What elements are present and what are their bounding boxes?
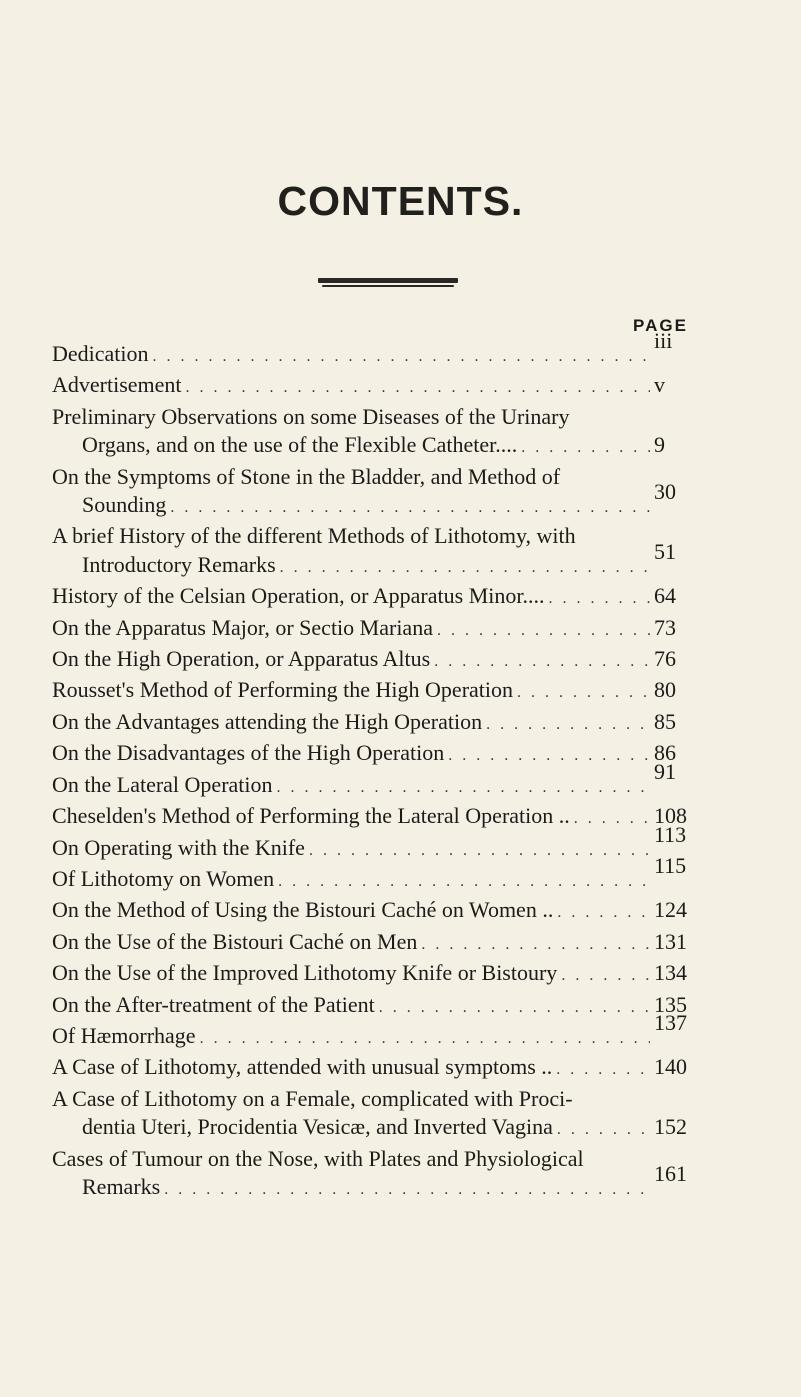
toc-entry-title: On the Symptoms of Stone in the Bladder, and Method of (52, 463, 561, 489)
dot-leader (421, 931, 650, 959)
dot-leader (186, 374, 650, 402)
dot-leader (164, 1176, 650, 1204)
toc-entry-title: On the Advantages attending the High Operation (52, 708, 483, 734)
toc-entry-title: History of the Celsian Operation, or Apparatus Minor.... (52, 583, 545, 609)
toc-entry (52, 758, 692, 802)
toc-entry-line (52, 522, 692, 550)
dot-leader (153, 343, 650, 371)
toc-entry-line (52, 959, 692, 990)
toc-entry-line (52, 1085, 692, 1113)
toc-entry-line (52, 991, 692, 1022)
toc-entry-line (52, 821, 692, 865)
toc-page-number: 76 (654, 646, 676, 672)
toc-entry (52, 1145, 692, 1205)
dot-leader (309, 837, 650, 865)
toc-entry-line (52, 614, 692, 645)
toc-entry-line (52, 1113, 692, 1144)
toc-entry (52, 371, 692, 402)
heading-rule-thick (318, 278, 458, 283)
toc-entry-title: dentia Uteri, Procidentia Vesicæ, and Inverted Vagina (82, 1114, 553, 1140)
toc-page-number: iii (654, 328, 673, 353)
toc-entry-line (52, 1053, 692, 1084)
toc-page-number: 135 (654, 991, 687, 1017)
toc-entry (52, 1053, 692, 1084)
toc-page-number: 85 (654, 708, 676, 734)
toc-page-number: 152 (654, 1114, 687, 1140)
toc-entry-line (52, 403, 692, 431)
toc-entry-title: A Case of Lithotomy on a Female, complicated with Proci- (52, 1085, 573, 1111)
toc-entry-title: Remarks (82, 1173, 161, 1199)
toc-entry-line (52, 463, 692, 491)
toc-entry-title: Of Hæmorrhage (52, 1022, 196, 1048)
dot-leader (277, 774, 650, 802)
toc-entry-title: A Case of Lithotomy, attended with unusual symptoms .. (52, 1054, 553, 1080)
toc-entry-title: Rousset's Method of Performing the High Operation (52, 677, 514, 703)
toc-entry (52, 991, 692, 1022)
toc-entry-title: On the Apparatus Major, or Sectio Mariana (52, 614, 433, 640)
toc-page-number: 9 (654, 432, 665, 458)
dot-leader (517, 679, 650, 707)
toc-entry (52, 403, 692, 463)
toc-entry-line (52, 708, 692, 739)
toc-entry (52, 582, 692, 613)
toc-entry-title: Advertisement (52, 372, 182, 398)
toc-entry (52, 928, 692, 959)
dot-leader (556, 1056, 650, 1084)
toc-entry-line (52, 582, 692, 613)
toc-entry (52, 1009, 692, 1053)
toc-page-number: 86 (654, 740, 676, 766)
toc-entry-line (52, 538, 692, 582)
dot-leader (437, 617, 650, 645)
toc-entry-line (52, 1160, 692, 1204)
page-column-label: PAGE (633, 316, 688, 335)
dot-leader (434, 648, 650, 676)
toc-entry-title: On the Use of the Bistouri Caché on Men (52, 928, 418, 954)
toc-page-number: 124 (654, 897, 687, 923)
toc-page-number: 161 (654, 1160, 687, 1186)
toc-entry (52, 852, 692, 896)
toc-entry-title: Introductory Remarks (82, 551, 276, 577)
toc-page-number: 131 (654, 928, 687, 954)
toc-entry (52, 1085, 692, 1145)
toc-page-number: 30 (654, 479, 676, 505)
toc-entry-line (52, 802, 692, 833)
toc-page-number: 64 (654, 583, 676, 609)
dot-leader (448, 742, 650, 770)
toc-entry (52, 896, 692, 927)
dot-leader (278, 868, 650, 896)
toc-page-number: 140 (654, 1054, 687, 1080)
toc-page-number: 80 (654, 677, 676, 703)
toc-entry (52, 463, 692, 523)
dot-leader (548, 585, 650, 613)
dot-leader (170, 494, 650, 522)
toc-entry (52, 821, 692, 865)
toc-entry-line (52, 479, 692, 522)
toc-page-number: v (654, 372, 665, 398)
dot-leader (280, 554, 650, 582)
toc-entry (52, 959, 692, 990)
toc-entry (52, 614, 692, 645)
toc-entry (52, 645, 692, 676)
toc-page-number: 51 (654, 538, 676, 564)
toc-page-number: 73 (654, 614, 676, 640)
dot-leader (561, 962, 650, 990)
toc-entry (52, 739, 692, 770)
toc-page-number: 137 (654, 1009, 687, 1035)
toc-entry-line (52, 852, 692, 896)
toc-entry-title: Cases of Tumour on the Nose, with Plates and Physiological (52, 1145, 584, 1171)
toc-page-number: 108 (654, 803, 687, 829)
toc-entry-title: Sounding (82, 492, 167, 518)
toc-entry-line (52, 1009, 692, 1053)
heading-rule-thin (322, 285, 454, 287)
dot-leader (486, 711, 650, 739)
toc-page-number: 115 (654, 852, 687, 878)
toc-entry-line (52, 676, 692, 707)
toc-entry-title: On the Disadvantages of the High Operation (52, 740, 445, 766)
toc-entry (52, 708, 692, 739)
toc-entry-title: Preliminary Observations on some Diseases of the Urinary (52, 403, 570, 429)
toc-entry (52, 328, 692, 371)
toc-entry-title: Dedication (52, 341, 149, 366)
dot-leader (557, 899, 650, 927)
toc-entry-line (52, 1145, 692, 1173)
toc-entry-title: On the Use of the Improved Lithotomy Knife or Bistoury (52, 960, 558, 986)
toc-entry-line (52, 371, 692, 402)
toc-entry (52, 802, 692, 833)
toc-entry-title: Cheselden's Method of Performing the Lateral Operation .. (52, 803, 570, 829)
toc-entry-title: On the Lateral Operation (52, 771, 273, 797)
table-of-contents (52, 328, 692, 1204)
toc-page-number: 113 (654, 821, 687, 847)
toc-entry-title: On Operating with the Knife (52, 834, 305, 860)
dot-leader (379, 994, 650, 1022)
toc-entry-title: On the After-treatment of the Patient (52, 991, 375, 1017)
contents-heading: CONTENTS. (277, 178, 524, 224)
toc-entry-line (52, 645, 692, 676)
toc-entry-title: On the High Operation, or Apparatus Altus (52, 646, 431, 672)
dot-leader (557, 1116, 650, 1144)
toc-entry-line (52, 431, 692, 462)
toc-entry (52, 522, 692, 582)
toc-entry-line (52, 739, 692, 770)
dot-leader (200, 1025, 650, 1053)
toc-entry-line (52, 758, 692, 802)
toc-entry-title: Organs, and on the use of the Flexible Catheter.... (82, 432, 518, 458)
toc-entry-line (52, 896, 692, 927)
toc-entry-line (52, 328, 692, 371)
toc-entry-title: Of Lithotomy on Women (52, 865, 275, 891)
toc-page-number: 134 (654, 960, 687, 986)
toc-entry (52, 676, 692, 707)
dot-leader (521, 434, 650, 462)
toc-entry-title: On the Method of Using the Bistouri Caché on Women .. (52, 897, 554, 923)
dot-leader (574, 805, 650, 833)
toc-page-number: 91 (654, 758, 676, 784)
toc-entry-title: A brief History of the different Methods of Lithotomy, with (52, 523, 576, 549)
toc-entry-line (52, 928, 692, 959)
